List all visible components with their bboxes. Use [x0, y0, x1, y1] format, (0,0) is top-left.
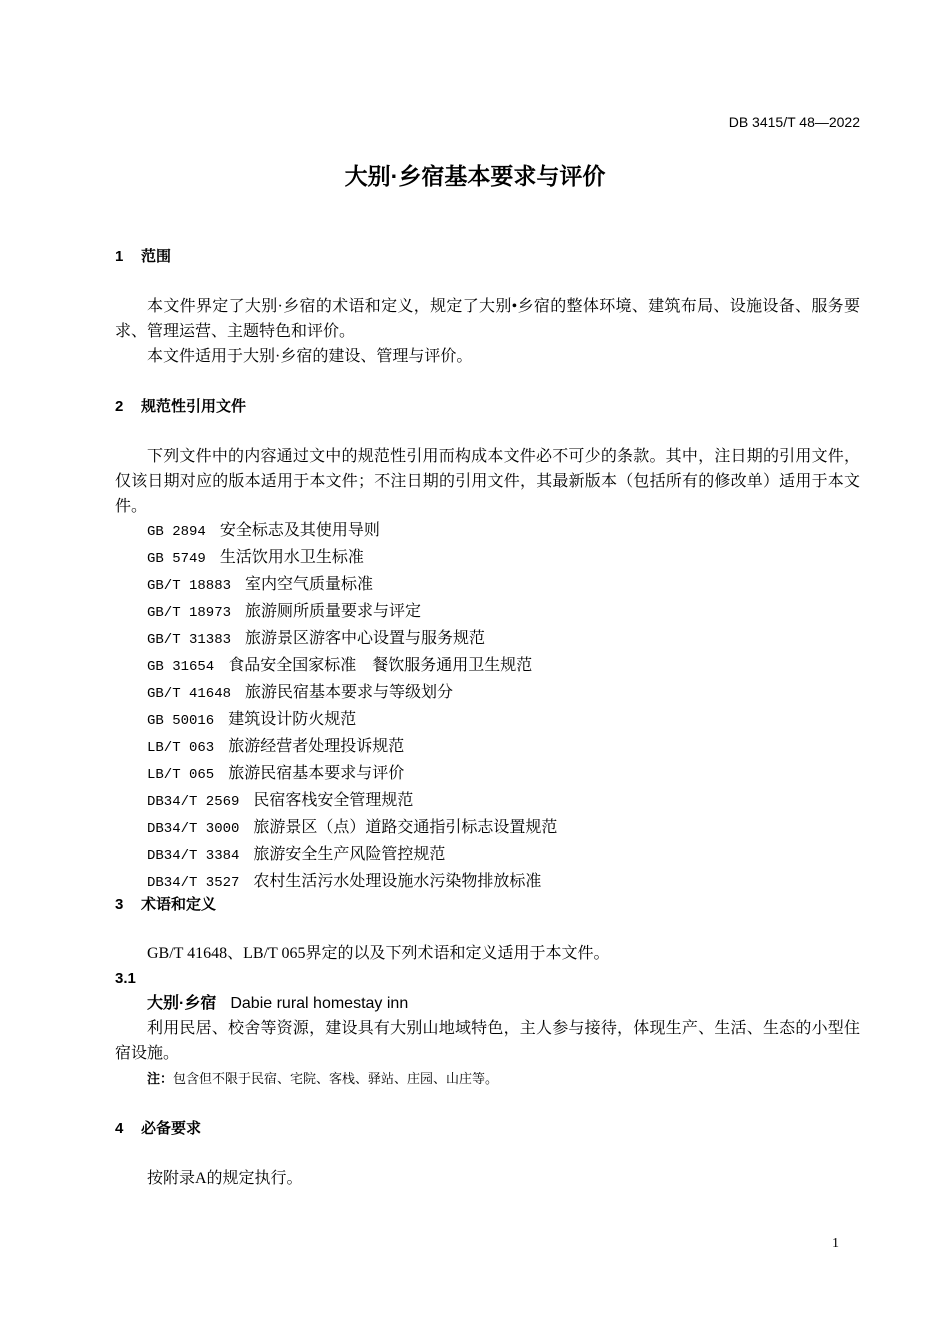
requirements-paragraph: 按附录A的规定执行。 — [147, 1170, 303, 1187]
section-4-heading: 4 必备要求 — [115, 1120, 202, 1137]
term-definition: 利用民居、校舍等资源，建设具有大别山地域特色，主人参与接待，体现生产、生活、生态的小型住宿设施。 — [115, 1020, 860, 1062]
reference-list — [115, 518, 860, 896]
reference-title: 旅游经营者处理投诉规范 — [228, 738, 405, 755]
reference-item — [115, 653, 860, 680]
reference-item — [115, 707, 860, 734]
reference-code: GB 50016 — [147, 713, 215, 729]
reference-title: 旅游民宿基本要求与等级划分 — [245, 684, 454, 701]
reference-code: GB 5749 — [147, 551, 206, 567]
reference-item — [115, 518, 860, 545]
reference-code: DB34/T 2569 — [147, 794, 240, 810]
reference-title: 旅游厕所质量要求与评定 — [245, 603, 422, 620]
scope-paragraph-1: 本文件界定了大别·乡宿的术语和定义，规定了大别•乡宿的整体环境、建筑布局、设施设备、服务要求、管理运营、主题特色和评价。 — [115, 298, 860, 340]
scope-paragraph-2: 本文件适用于大别·乡宿的建设、管理与评价。 — [147, 348, 473, 365]
reference-code: GB/T 18973 — [147, 605, 232, 621]
term-note: 注：包含但不限于民宿、宅院、客栈、驿站、庄园、山庄等。 — [147, 1071, 499, 1086]
document-title: 大别·乡宿基本要求与评价 — [344, 163, 606, 189]
reference-item — [115, 788, 860, 815]
reference-title: 生活饮用水卫生标准 — [219, 549, 364, 566]
reference-item — [115, 599, 860, 626]
reference-title: 旅游安全生产风险管控规范 — [253, 846, 446, 863]
reference-code: GB/T 31383 — [147, 632, 232, 648]
reference-item — [115, 680, 860, 707]
reference-title: 建筑设计防火规范 — [228, 711, 357, 728]
section-3-heading: 3 术语和定义 — [115, 896, 217, 913]
document-number: DB 3415/T 48—2022 — [728, 114, 860, 130]
reference-item — [115, 572, 860, 599]
reference-code: DB34/T 3384 — [147, 848, 240, 864]
reference-code: LB/T 065 — [147, 767, 215, 783]
reference-code: DB34/T 3527 — [147, 875, 240, 891]
page-number: 1 — [832, 1236, 839, 1251]
reference-item — [115, 815, 860, 842]
reference-title: 旅游民宿基本要求与评价 — [228, 765, 405, 782]
reference-code: GB 2894 — [147, 524, 206, 540]
reference-title: 旅游景区（点）道路交通指引标志设置规范 — [253, 819, 558, 836]
reference-code: GB/T 18883 — [147, 578, 232, 594]
reference-title: 旅游景区游客中心设置与服务规范 — [245, 630, 486, 647]
reference-item — [115, 734, 860, 761]
section-1-heading: 1 范围 — [115, 248, 172, 265]
term-entry: 大别·乡宿 Dabie rural homestay inn — [147, 995, 409, 1012]
reference-code: GB/T 41648 — [147, 686, 232, 702]
reference-title: 食品安全国家标准 餐饮服务通用卫生规范 — [228, 657, 533, 674]
terms-intro: GB/T 41648、LB/T 065界定的以及下列术语和定义适用于本文件。 — [147, 945, 610, 962]
reference-item — [115, 626, 860, 653]
reference-title: 民宿客栈安全管理规范 — [253, 792, 414, 809]
reference-title: 安全标志及其使用导则 — [219, 522, 380, 539]
section-2-heading: 2 规范性引用文件 — [115, 398, 247, 415]
subsection-3-1-number: 3.1 — [115, 970, 136, 987]
references-intro: 下列文件中的内容通过文中的规范性引用而构成本文件必不可少的条款。其中，注日期的引用文件，仅该日期对应的版本适用于本文件；不注日期的引用文件，其最新版本（包括所有的修改单）适用于本文件。 — [115, 448, 860, 515]
reference-code: DB34/T 3000 — [147, 821, 240, 837]
reference-title: 农村生活污水处理设施水污染物排放标准 — [253, 873, 542, 890]
reference-item — [115, 545, 860, 572]
reference-code: GB 31654 — [147, 659, 215, 675]
reference-code: LB/T 063 — [147, 740, 215, 756]
reference-item — [115, 842, 860, 869]
reference-title: 室内空气质量标准 — [245, 576, 374, 593]
reference-item — [115, 761, 860, 788]
